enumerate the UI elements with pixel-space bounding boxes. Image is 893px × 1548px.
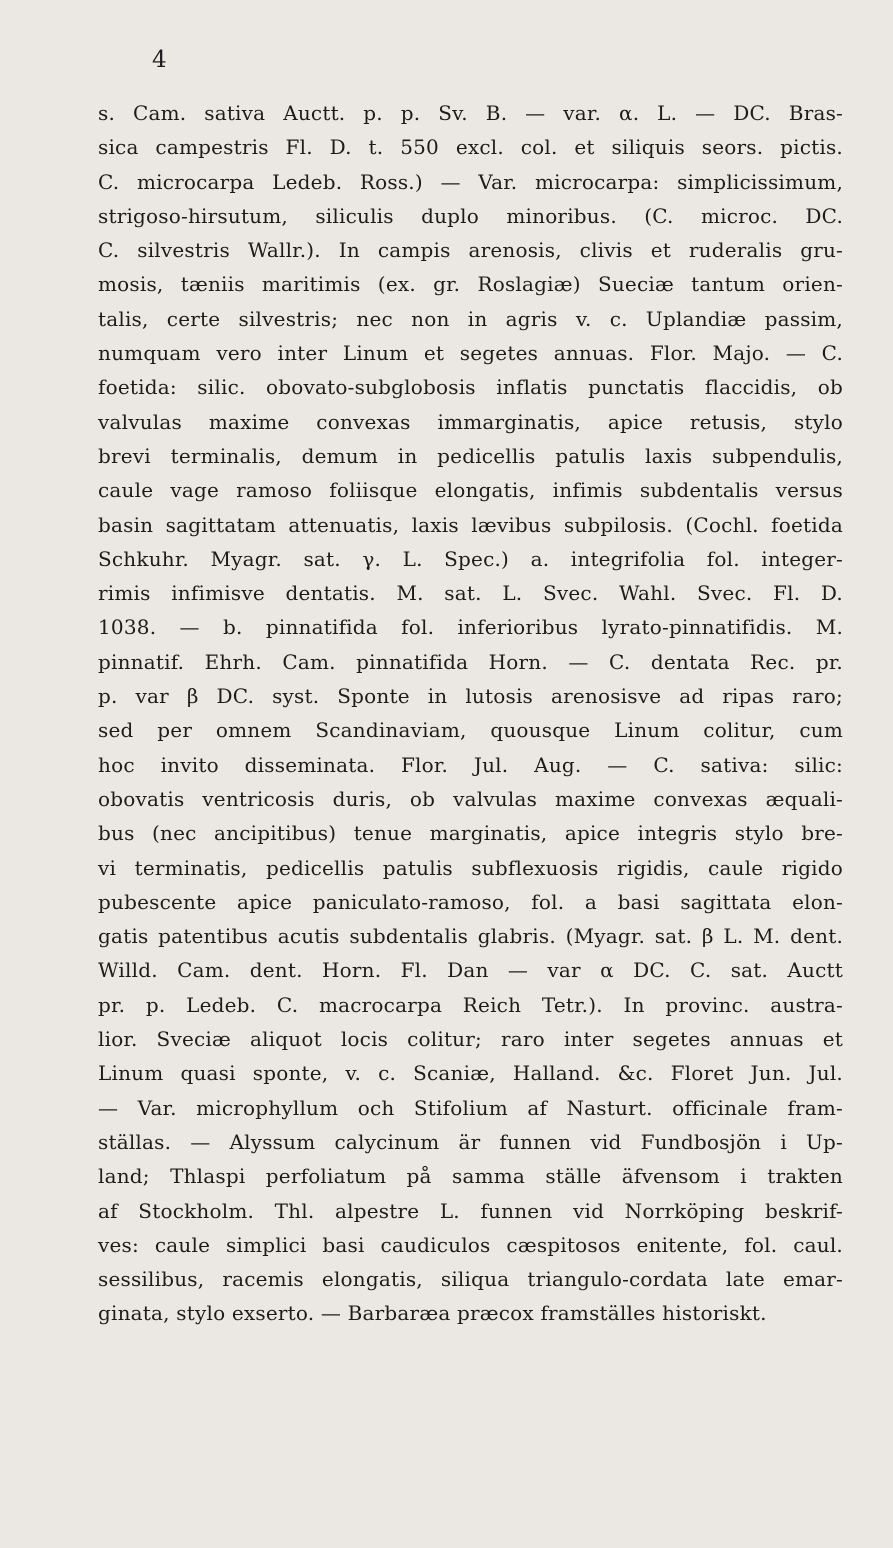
text-line: talis, certe silvestris; nec non in agris v. c. Uplandiæ passim, [98,306,843,331]
text-line: pinnatif. Ehrh. Cam. pinnatifida Horn. — C. dentata Rec. pr. [98,649,843,674]
text-line: numquam vero inter Linum et segetes annuas. Flor. Majo. — C. [98,341,843,366]
text-line: sica campestris Fl. D. t. 550 excl. col. et siliquis seors. pictis. [98,135,843,160]
text-line: strigoso-hirsutum, siliculis duplo minoribus. (C. microc. DC. [98,203,843,228]
text-line: ginata, stylo exserto. — Barbaræa præcox framställes historiskt. [98,1301,767,1326]
text-line: ves: caule simplici basi caudiculos cæspitosos enitente, fol. caul. [98,1232,843,1257]
text-line: brevi terminalis, demum in pedicellis patulis laxis subpendulis, [98,443,843,468]
text-line: caule vage ramoso foliisque elongatis, infimis subdentalis versus [98,478,843,503]
text-line: hoc invito disseminata. Flor. Jul. Aug. — C. sativa: silic: [98,752,843,777]
text-line: — Var. microphyllum och Stifolium af Nasturt. officinale fram- [98,1095,843,1120]
text-line: 1038. — b. pinnatifida fol. inferioribus lyrato-pinnatifidis. M. [98,615,843,640]
text-line: C. microcarpa Ledeb. Ross.) — Var. microcarpa: simplicissimum, [98,169,843,194]
text-line: pr. p. Ledeb. C. macrocarpa Reich Tetr.). In provinc. austra- [98,992,843,1017]
body-text [98,96,843,1331]
text-line: Schkuhr. Myagr. sat. γ. L. Spec.) a. integrifolia fol. integer- [98,546,843,571]
text-line: basin sagittatam attenuatis, laxis lævibus subpilosis. (Cochl. foetida [98,512,843,537]
text-line: gatis patentibus acutis subdentalis glabris. (Myagr. sat. β L. M. dent. [98,924,843,949]
text-line: lior. Sveciæ aliquot locis colitur; raro inter segetes annuas et [98,1027,843,1052]
text-line: obovatis ventricosis duris, ob valvulas maxime convexas æquali- [98,786,843,811]
text-line: land; Thlaspi perfoliatum på samma ställe äfvensom i trakten [98,1164,843,1189]
text-line: C. silvestris Wallr.). In campis arenosis, clivis et ruderalis gru- [98,238,843,263]
text-line: af Stockholm. Thl. alpestre L. funnen vid Norrköping beskrif- [98,1198,843,1223]
text-line: ställas. — Alyssum calycinum är funnen vid Fundbosjön i Up- [98,1129,843,1154]
text-line: foetida: silic. obovato-subglobosis inflatis punctatis flaccidis, ob [98,375,843,400]
text-line: Willd. Cam. dent. Horn. Fl. Dan — var α DC. C. sat. Auctt [98,958,843,983]
text-line: rimis infimisve dentatis. M. sat. L. Svec. Wahl. Svec. Fl. D. [98,581,843,606]
text-line: valvulas maxime convexas immarginatis, apice retusis, stylo [98,409,843,434]
text-line: pubescente apice paniculato-ramoso, fol. a basi sagittata elon- [98,889,843,914]
text-line: sessilibus, racemis elongatis, siliqua triangulo-cordata late emar- [98,1267,843,1292]
text-line: Linum quasi sponte, v. c. Scaniæ, Halland. &c. Floret Jun. Jul. [98,1061,843,1086]
text-line: sed per omnem Scandinaviam, quousque Linum colitur, cum [98,718,843,743]
text-line: p. var β DC. syst. Sponte in lutosis arenosisve ad ripas raro; [98,684,843,709]
text-line: mosis, tæniis maritimis (ex. gr. Roslagiæ) Sueciæ tantum orien- [98,272,843,297]
text-line: vi terminatis, pedicellis patulis subflexuosis rigidis, caule rigido [98,855,843,880]
text-line: s. Cam. sativa Auctt. p. p. Sv. B. — var. α. L. — DC. Bras- [98,101,843,125]
text-line: bus (nec ancipitibus) tenue marginatis, apice integris stylo bre- [98,821,843,846]
page-number: 4 [152,47,167,73]
